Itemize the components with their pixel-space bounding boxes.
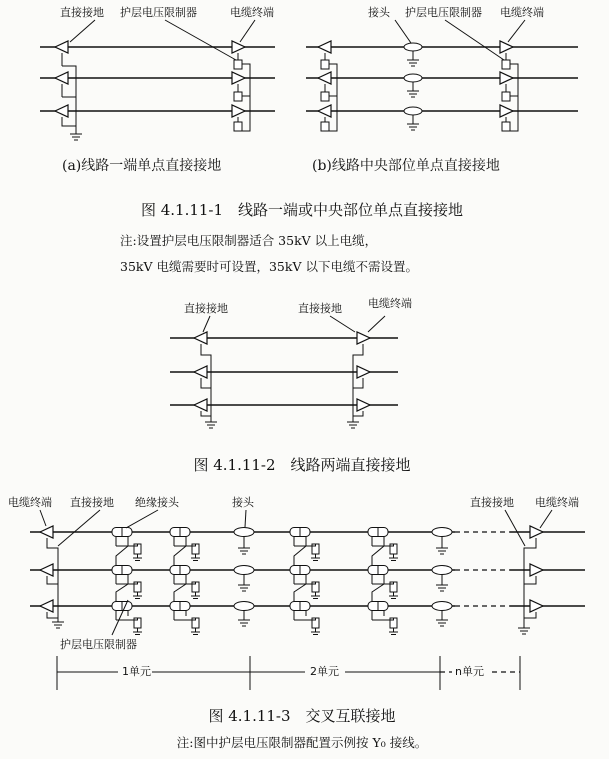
fig1a-termination-right-2 <box>232 72 245 84</box>
fig1b-leader-termination <box>508 20 525 42</box>
joint-lead <box>116 575 128 585</box>
fig3-label-direct-ground-right: 直接接地 <box>470 496 514 509</box>
fig2-right-ground-icon <box>347 422 359 428</box>
fig1b-termination-left-1 <box>318 41 331 53</box>
fig3-label-termination-left: 电缆终端 <box>8 496 52 509</box>
fig3-termination-right-2 <box>530 564 543 576</box>
fig2-label-termination: 电缆终端 <box>368 297 412 310</box>
fig1a-label-limiter: 护层电压限制器 <box>120 6 197 19</box>
fig1-title: 图 4.1.11-1 线路一端或中央部位单点直接接地 <box>140 201 464 219</box>
fig1-note-line1: 注:设置护层电压限制器适合 35kV 以上电缆， <box>120 233 378 248</box>
fig2-leader-left <box>203 316 210 332</box>
fig1a-leader-termination <box>240 20 255 42</box>
cross-bond-link <box>294 580 306 602</box>
fig1b-label-joint: 接头 <box>368 6 390 19</box>
fig1a-diagram <box>40 5 275 174</box>
joint-lead <box>372 537 384 547</box>
fig3-leader-term-right <box>540 510 552 528</box>
fig3-termination-left-2 <box>40 564 53 576</box>
fig3-joint-ground-r1-icon <box>436 537 448 554</box>
fig3-joint-r1 <box>432 528 452 537</box>
fig1a-limiter-1 <box>234 60 242 69</box>
limiter-ground-icon <box>191 628 200 635</box>
fig2-termination-left-2 <box>194 366 207 378</box>
fig3-label-insulated-joint: 绝缘接头 <box>135 496 179 509</box>
fig3-leader-insulated-joint <box>126 510 158 528</box>
fig3-joint-ground-r3-icon <box>436 611 448 626</box>
joint-lead <box>174 575 186 585</box>
limiter-ground-icon <box>133 592 142 599</box>
fig1a-ground-symbol-icon <box>70 126 82 140</box>
fig3-label-direct-ground-left: 直接接地 <box>70 496 114 509</box>
joint-lead <box>294 575 306 585</box>
fig1b-joint-ground-3-icon <box>407 115 419 130</box>
fig1b-joint-3 <box>404 107 422 115</box>
fig3-leader-joint <box>245 510 246 527</box>
fig2-leader-termination <box>368 316 385 332</box>
fig3-unit1-label: 1单元 <box>122 665 151 678</box>
fig2-termination-right-1 <box>357 332 370 344</box>
fig1b-right-limiter-3 <box>502 122 510 131</box>
joint-lead <box>372 575 384 585</box>
fig1a-leader-ground <box>70 20 95 42</box>
fig3-termination-right-3 <box>530 600 543 612</box>
fig3-left-ground-icon <box>52 622 64 628</box>
fig1b-left-limiter-1 <box>321 60 329 69</box>
fig3-joint-ground-r2-icon <box>436 575 448 591</box>
fig1a-leader-limiter <box>165 20 236 60</box>
fig1b-joint-ground-1-icon <box>407 51 419 66</box>
fig2-termination-right-2 <box>357 366 370 378</box>
fig1b-caption: (b)线路中央部位单点直接接地 <box>312 158 500 174</box>
fig1b-left-limiter-3 <box>321 122 329 131</box>
limiter-ground-icon <box>311 628 320 635</box>
fig3-joint-r2 <box>432 566 452 575</box>
joint-lead <box>174 537 186 547</box>
fig2-termination-left-3 <box>194 399 207 411</box>
fig3-diagram <box>8 495 585 690</box>
fig3-note: 注:图中护层电压限制器配置示例按 Y₀ 接线。 <box>176 735 428 750</box>
fig1b-label-limiter: 护层电压限制器 <box>405 6 482 19</box>
fig3-joint-r3 <box>432 602 452 611</box>
fig3-termination-right-1 <box>530 526 543 538</box>
fig3-joint-1 <box>234 528 254 537</box>
fig3-leader-ground-right <box>505 510 525 546</box>
fig3-label-termination-right: 电缆终端 <box>535 496 579 509</box>
fig3-label-joint: 接头 <box>232 496 254 509</box>
joint-lead <box>372 611 384 621</box>
fig3-termination-left-1 <box>40 526 53 538</box>
fig3-right-ground-bus <box>524 538 536 628</box>
fig1b-joint-2 <box>404 74 422 82</box>
fig1a-limiter-bus <box>242 64 250 131</box>
fig2-termination-right-3 <box>357 399 370 411</box>
fig3-termination-left-3 <box>40 600 53 612</box>
fig1a-limiter-3 <box>234 122 242 131</box>
limiter-ground-icon <box>389 628 398 635</box>
fig3-joint-3 <box>234 602 254 611</box>
fig1b-right-limiter-1 <box>502 60 510 69</box>
cross-bond-link <box>116 580 128 602</box>
fig1a-caption: (a)线路一端单点直接接地 <box>62 158 222 174</box>
joint-lead <box>116 537 128 547</box>
fig2-label-direct-ground-right: 直接接地 <box>298 302 342 315</box>
fig2-diagram <box>170 296 412 428</box>
fig1b-leader-joint <box>395 20 411 43</box>
fig3-unitn-label: n单元 <box>455 665 484 678</box>
fig3-joint-ground-1-icon <box>238 537 250 554</box>
fig1a-limiter-2 <box>234 92 242 101</box>
limiter-ground-icon <box>191 592 200 599</box>
fig2-termination-left-1 <box>194 332 207 344</box>
joint-lead <box>294 611 306 621</box>
fig3-leader-term-left <box>40 510 46 526</box>
fig3-joint-ground-3-icon <box>238 611 250 626</box>
fig1a-label-termination: 电缆终端 <box>230 6 274 19</box>
fig3-label-limiter: 护层电压限制器 <box>60 638 137 651</box>
fig1b-termination-right-1 <box>500 41 513 53</box>
fig1b-right-limiter-2 <box>502 92 510 101</box>
fig1b-diagram <box>306 5 578 174</box>
fig2-leader-right <box>330 316 355 332</box>
limiter-ground-icon <box>133 554 142 561</box>
limiter-ground-icon <box>311 554 320 561</box>
fig3-unit2-label: 2单元 <box>310 665 339 678</box>
fig2-title: 图 4.1.11-2 线路两端直接接地 <box>193 456 411 474</box>
cross-bond-link <box>174 580 186 602</box>
fig1b-termination-left-2 <box>318 72 331 84</box>
fig1a-termination-left-2 <box>55 72 68 84</box>
fig1-note-line2: 35kV 电缆需要时可设置，35kV 以下电缆不需设置。 <box>120 259 418 274</box>
fig3-joint-groups <box>112 528 398 635</box>
fig1a-termination-right-3 <box>232 105 245 117</box>
fig2-label-direct-ground-left: 直接接地 <box>184 302 228 315</box>
fig1b-label-termination: 电缆终端 <box>500 6 544 19</box>
joint-lead <box>174 611 186 621</box>
fig3-title: 图 4.1.11-3 交叉互联接地 <box>208 707 396 725</box>
cross-bond-link <box>372 580 384 602</box>
fig1a-label-direct-ground: 直接接地 <box>60 6 104 19</box>
limiter-ground-icon <box>389 554 398 561</box>
fig3-joint-2 <box>234 566 254 575</box>
fig3-right-ground-icon <box>518 628 530 634</box>
fig3-joint-ground-2-icon <box>238 575 250 591</box>
limiter-ground-icon <box>311 592 320 599</box>
fig1a-termination-right-1 <box>232 41 245 53</box>
limiter-ground-icon <box>389 592 398 599</box>
fig1b-joint-1 <box>404 43 422 51</box>
fig3-leader-ground-left <box>58 510 100 546</box>
limiter-ground-icon <box>133 628 142 635</box>
fig1b-leader-limiter <box>445 20 504 60</box>
limiter-ground-icon <box>191 554 200 561</box>
fig1b-termination-right-3 <box>500 105 513 117</box>
fig1b-joint-ground-2-icon <box>407 82 419 97</box>
joint-lead <box>294 537 306 547</box>
fig1a-termination-left-3 <box>55 105 68 117</box>
fig2-left-ground-icon <box>205 422 217 428</box>
fig1b-termination-left-3 <box>318 105 331 117</box>
fig1b-left-limiter-2 <box>321 92 329 101</box>
fig1b-right-limiter-bus <box>510 64 518 131</box>
fig1a-termination-left-1 <box>55 41 68 53</box>
fig1b-termination-right-2 <box>500 72 513 84</box>
